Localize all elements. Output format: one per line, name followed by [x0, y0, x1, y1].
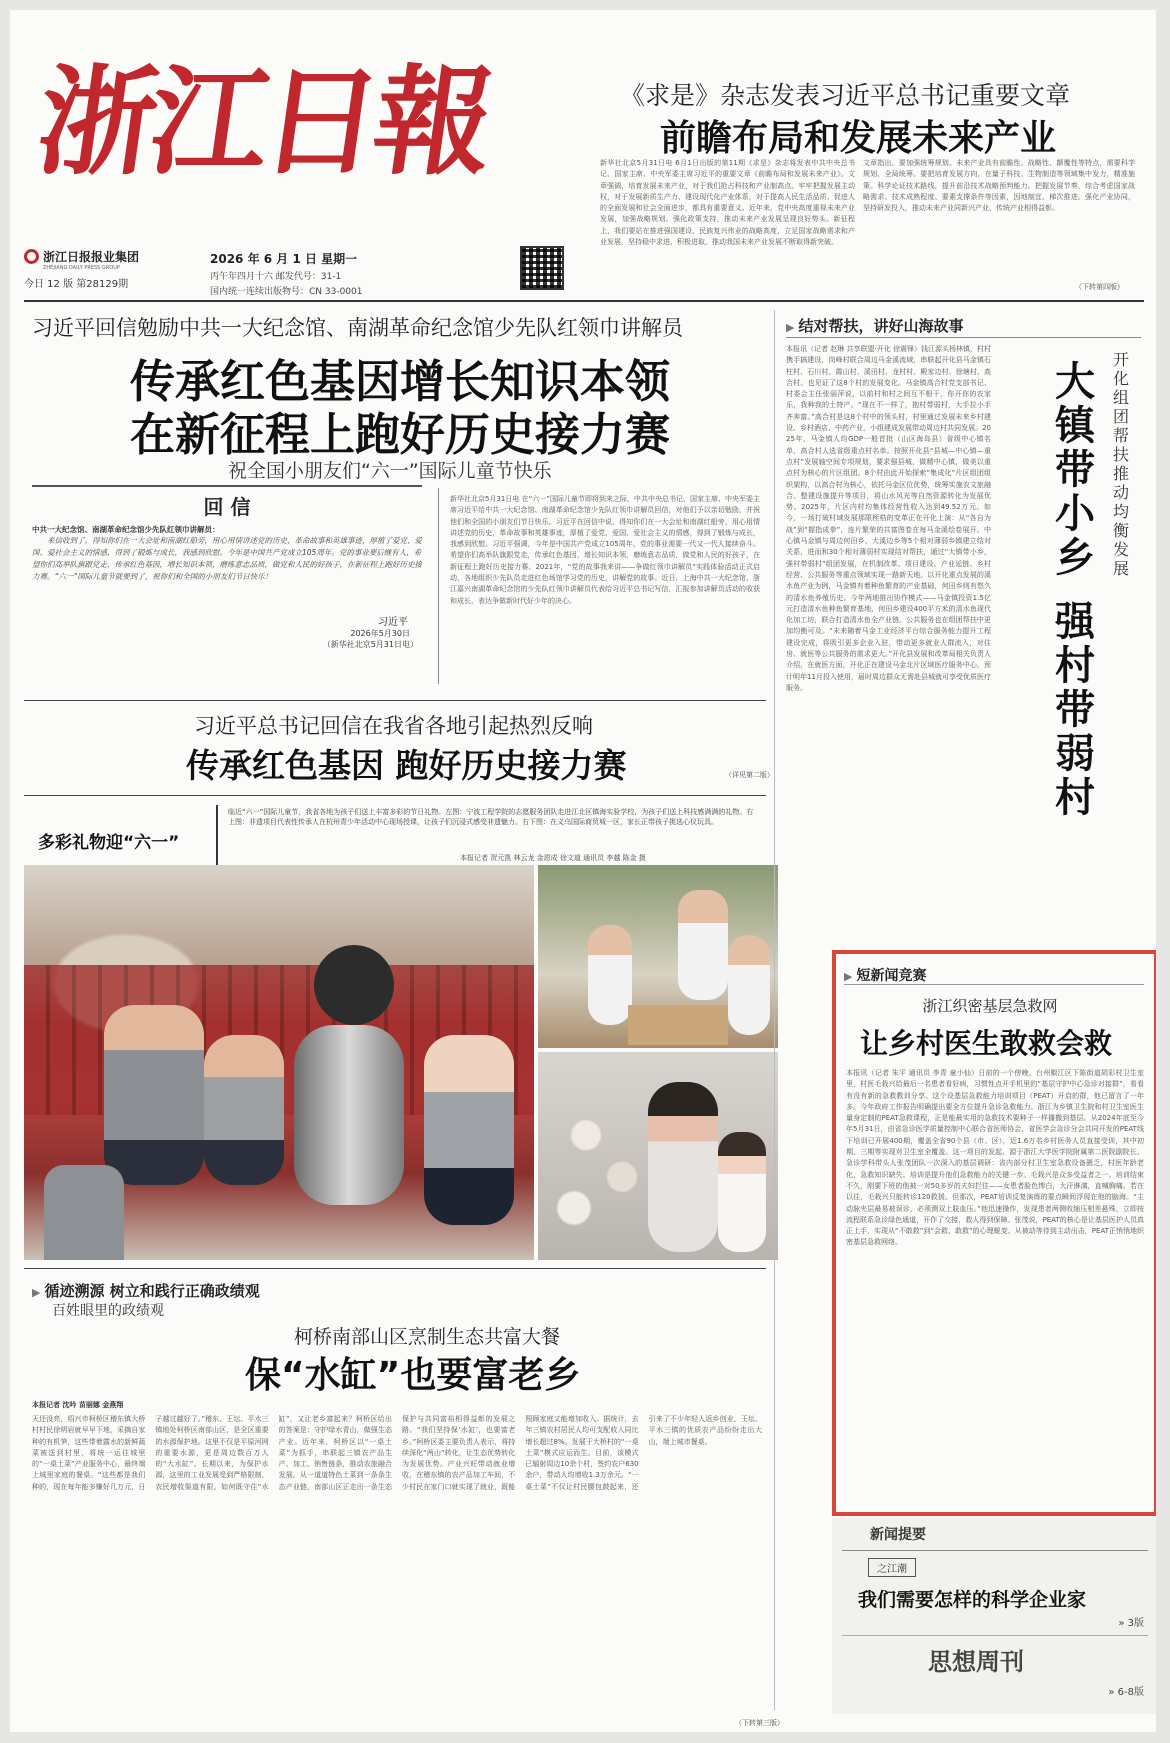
reply-letter-source: （新华社北京5月31日电） [322, 640, 418, 649]
lead-story-headline-line1[interactable]: 传承红色基因增长知识本领 [130, 355, 671, 408]
double-arrow-icon: » [1108, 1687, 1115, 1698]
press-group-block [24, 248, 179, 290]
masthead-title: 浙江日報 [29, 52, 497, 191]
news-tip-item-2[interactable]: 思想周刊 [928, 1648, 1024, 1676]
right-column-section-rule [786, 337, 1141, 338]
qr-code-icon[interactable] [520, 246, 564, 290]
masthead-divider [24, 300, 1144, 302]
double-arrow-icon: » [1118, 1618, 1125, 1629]
photo-feature-caption: 临近“六一”国际儿童节，我省各地为孩子们送上丰富多彩的节日礼物。左图：宁波工程学院的志愿服务团队走进江北区镇海实验学校，为孩子们送上科技感满满的礼物。右上图：非遗项目代表性传承人在杭州青少年活动中心现场授课，让孩子们沉浸式感受非遗魅力。右下图：在义乌国际商贸城一区，家长正带孩子挑选心仪玩具。 [228, 808, 754, 826]
right-column-rule [774, 310, 775, 1710]
lead-divider [24, 700, 766, 701]
lead-story-subhead: 祝全国小朋友们“六一”国际儿童节快乐 [228, 460, 552, 482]
photo-heritage-class[interactable] [538, 865, 778, 1048]
reply-letter-body: 来信收到了。得知你们在一大会址和南湖红船旁，用心用情讲述党的历史，革命故事和英雄事迹，厚植了爱党、爱国、爱社会主义的情感，得到了锻炼与成长，我感到欣慰。今年是中国共产党成立105周年。党的事业要后继有人，希望你们高举队旗跟党走，传承红色基因，增长知识本领，磨练意志品质，做党和人民的好孩子，在新征程上跑好历史接力赛。“六一”国际儿童节就要到了，祝你们和全国的小朋友们节日快乐！ [32, 536, 422, 581]
news-tips-tag: 之江潮 [868, 1558, 916, 1577]
newspaper-page [10, 10, 1156, 1732]
issn-number: 国内统一连续出版物号：CN 33-0001 [210, 287, 363, 297]
section-arrow-icon: ▶ [32, 1286, 41, 1299]
bottom-story-text: 天还没亮，绍兴市柯桥区稽东镇大桥村村民徐明岩就早早下地，采摘自家种的有机笋，这些带着露水的新鲜蔬菜被送到村里，将统一运往城里的“一桌土菜”产业服务中心，最终端上城里家庭的餐桌。“这些都是我们种的，现在每年能多赚好几万元，日子越过越好了。”稽东、王坛、平水三镇地处柯桥区南部山区，是全区重要的水源保护地。这里不仅是平原河网的重要水源，更是周边数百万人的“大水缸”。长期以来，为保护水源，这里的工业发展受到严格限制，农民增收渠道有限。如何既守住“水缸”，又让老乡富起来？柯桥区给出的答案是：守护绿水青山，做强生态产业。近年来，柯桥区以“一桌土菜”为抓手，串联起三镇农产品生产、加工、销售链条，推动农旅融合发展。从一道道特色土菜到一条条生态产业链，南部山区正走出一条生态保护与共同富裕相得益彰的发展之路。“我们坚持保‘水缸’，也要富老乡。”柯桥区委主要负责人表示，将持续深化“两山”转化，让生态优势转化为发展优势。产业兴旺带动就业增收，在稽东镇的农产品加工车间，不少村民在家门口就实现了就业，既能照顾家庭又能增加收入。据统计，去年三镇农村居民人均可支配收入同比增长超过8%。发展于大桥村的“一桌土菜”模式应运而生。目前，该模式已辐射周边10余个村，签约农户630余户，带动人均增收1.3万余元。“一桌土菜”不仅让村民腰包鼓起来，还引来了不少年轻人返乡创业，王坛、平水三镇的优质农产品纷纷走出大山，端上城市餐桌。 [32, 1415, 762, 1491]
right-column-vertical-sub: 开化组团帮扶推动均衡发展 [1112, 350, 1129, 578]
lead-story-report: 新华社北京5月31日电 在“六一”国际儿童节即将到来之际，中共中央总书记、国家主席、中央军委主席习近平给中共一大纪念馆、南湖革命纪念馆少先队红领巾讲解员回信，对他们予以亲切勉励，并祝他们和全国的小朋友们节日快乐。习近平在回信中说，得知你们在一大会址和南湖红船旁，用心用情讲述党的历史，革命故事和英雄事迹，厚植了爱党、爱国、爱社会主义的情感，得到了锻炼与成长，我感到欣慰。习近平强调，今年是中国共产党成立105周年，党的事业需要一代又一代人接续奋斗。希望你们高举队旗跟党走，传承红色基因，增长知识本领，磨练意志品质，做党和人民的好孩子，在新征程上跑好历史接力赛。2021年，“党的故事我来讲——争做红领巾讲解员”实践体验活动正式启动，各地组织少先队员走进红色场馆学习党的历史，讲解党的故事。近日，上海中共一大纪念馆、浙江嘉兴南湖革命纪念馆的少先队红领巾讲解员代表给习近平总书记写信，汇报参加讲解员活动的收获和成长，表达争做新时代好少年的决心。 [450, 495, 760, 605]
reply-letter-title: 回 信 [203, 495, 251, 519]
news-tips-box [832, 1518, 1156, 1714]
short-news-rule [844, 984, 1144, 985]
photo-feature-credit: 本报记者 贺元凯 林云龙 金恩成 徐文道 通讯员 李越 陈金 摄 [460, 854, 646, 862]
press-group-name-en: ZHEJIANG DAILY PRESS GROUP [43, 265, 120, 271]
lead-story-kicker: 习近平回信勉励中共一大纪念馆、南湖革命纪念馆少先队红领巾讲解员 [32, 316, 683, 340]
section-arrow-icon: ▶ [844, 970, 853, 983]
news-tip-item-2-page[interactable]: » 6-8版 [1108, 1687, 1144, 1698]
short-news-section: ▶ 短新闻竞赛 [844, 968, 927, 984]
issue-date: 2026 年 6 月 1 日 星期一 [210, 252, 358, 266]
top-story-jump[interactable]: （下转第四版） [1075, 283, 1124, 291]
dateline-block [210, 250, 470, 297]
photo-toy-market[interactable] [538, 1052, 778, 1260]
short-news-headline[interactable]: 让乡村医生敢救会救 [860, 1027, 1113, 1060]
letter-divider [438, 488, 439, 684]
short-news-kicker: 浙江织密基层急救网 [922, 997, 1058, 1015]
bottom-section-label: ▶ 循迹溯源 树立和践行正确政绩观 [32, 1282, 260, 1300]
photo-feature-rule [216, 805, 218, 865]
bottom-story-headline[interactable]: 保“水缸”也要富老乡 [245, 1355, 581, 1396]
echo-story-jump[interactable]: （详见第二版） [725, 771, 774, 779]
short-news-text: 本报讯（记者 朱平 通讯员 李青 童小仙）日前的一个傍晚，台州椒江区下陈街道胡彩村卫生室里，村医毛栽兴给最后一名患者看好病，习惯性点开手机里的“基层守护中心急诊对接群”，看看有没有新的急救教训分享。这个设基层急救能力培训项目（PEAT）开启的群，他已留言了一年多。今年政府工作报告明确提出要全方位提升急诊急救能力。浙江为乡镇卫生院和村卫生室医生量身定制的PEAT急救课程，正是能最实用的急救技术要种子一样播撒到基层。从2024年底至今年5月31日，由省急诊医学质量控制中心联合省医师协会、省医学会急诊分会共同开发的PEAT线下培训已开展400期，覆盖全省90个县（市、区），近1.6万名乡村医务人员直接受训，其中初期、三期等实现对卫生室全覆盖。这一项目的发起，源于浙江大学医学院附属第二医院副院长、急诊学科带头人张茂团队一次深入的基层调研：省内部分村卫生室急救设备匮乏，村医年龄老化，急救知识缺失。培训是提升他们急救能力的关键一步。毛栽兴是众多受益者之一。培训结束不久，刚要下班的他被一对50多岁的夫妇拦住——女患者脸色惨白，大汗淋漓，直喊胸痛。若在以往，毛栽兴只能转诊120救援。但那次，PEAT培训反复演练的要点瞬间浮现在他的脑海。“主动脉夹层最易被误诊，必须测双上肢血压。”他迅速操作，发现患者两侧收缩压相差悬殊，立即按流程联系急诊绿色通道，开作了交接，救人得到保障。张茂说，PEAT的核心是让基层医护人员真正上手，实现从“不敢救”到“会救、敢救”的心理蜕变。从被动等待到主动出击，PEAT正悄悄地织密基层急救网络。 [846, 1069, 1144, 1247]
right-column-section: ▶ 结对帮扶，讲好山海故事 [786, 317, 964, 335]
right-column-text: 本报讯（记者 赵琳 共享联盟·开化 徐震锋）钱江源头杨林镇，村村携手搞建设，岗峰村联合周边马金溪流域，串联起开化县马金镇石柱村、石川村、霞山村、溪田村、龙村村、殿家边村、徐塘村、高合村。也见证了这8个村的发展变化。马金镇高合村党支部书记、村委会主任张丽萍说，以前村和村之间互不相干，你开你的农家乐，我种我的土特产。“现在不一样了，抱村带弱村，大手拉小手齐奔富。”高合村是这8个村中的领头村，村里通过发展未来乡村建设、乡村酒店、中药产业，小组建成发展带动周边村共同发展。2025年，马金镇人均GDP一般首批（山区海岛县）省级中心镇名单，高合村人选省级重点村名单。按照开化县“县城—中心镇—重点村”发展轴空间专项规划，要求强县城，做精中心镇，做美以重点村为核心的片区组团。8个村由此开始探索“集成化”片区组团组织架构，以高合村为核心，依托马金区位优势，统筹实施农文旅融合、整建设施提升等项目，将山水风光等自然资源转化为发展优势。2025年，片区内村均集体经营性收入达到49.52万元。如今，一场打破村域发展那限桎梏的变革正在开化上演：从“各自为战”到“握指成拳”，连片繁荣的共富图卷在每马金溪绘卷展开。中心镇马金镇与周边何田乡、大溪边乡等5个相对薄弱乡镇建立结对关系，进而和30个相对薄弱村实现结对帮扶，通过“大镇带小乡，强村带弱村”组团发展，在机制改革、项目建设、产业延链、乡村经营、公共服务等重点领域实现一路新天地。以开化重点发展的溪水鱼产业为例，马金镇有着种鱼繁育的产业基础，何田乡则有悠久的清水鱼养殖历史。今年两地推出协作模式——马金镇投资1.5亿元打造清水鱼种鱼繁育基地，何田乡建设400平方米的清水鱼现代化加工坊，联合打造清水鱼全产业链。公共服务也在组团帮扶中更加均衡可及。“未来随着马金工业经济平台综合服务能力提升工程建设完成，将吸引更多企业入驻，带动更多就业人群流入，对住房、就医等公共服务的需求更大。”开化县发展和改革局相关负责人介绍，在就医方面，开化正在建设马金北片区域医疗服务中心，预计明年11月投入使用，届时周边群众无需赴县城就可享受优质医疗服务。 [786, 345, 991, 692]
top-story-headline[interactable]: 前瞻布局和发展未来产业 [660, 118, 1057, 159]
top-story-col2: 文章指出，要加强统筹规划。未来产业具有前瞻性、战略性、颠覆性等特点，需要科学规划、全局统筹。要把培育发展方向，在量子科技、生物制造等领域集中发力，精准施策。科学论证技术路线，提升前沿技术战略预判能力。把握发展节奏，综合考虑国家战略需求、技术成熟程度、要素支撑条件等因素，因地制宜、梯次推进。强化产业协同，坚持研发投入，推动未来产业同新兴产业、传统产业相得益彰。 [863, 159, 1135, 213]
issue-info: 今日 12 版 第28129期 [24, 279, 129, 290]
photo-divider [24, 1268, 766, 1269]
reply-letter-date: 2026年5月30日 [350, 629, 410, 638]
bottom-story-byline: 本报记者 沈吟 苗丽娜 金燕翔 [32, 1401, 124, 1409]
top-story-kicker: 《求是》杂志发表习近平总书记重要文章 [620, 81, 1071, 110]
reply-letter-signature: 习近平 [378, 617, 408, 628]
echo-story-kicker: 习近平总书记回信在我省各地引起热烈反响 [194, 714, 593, 738]
right-column-text-tail [1000, 830, 1140, 950]
news-tip-item-1-page[interactable]: » 3版 [1118, 1618, 1144, 1629]
bottom-story-jump[interactable]: （下转第三版） [735, 1719, 784, 1727]
reply-letter-box [32, 485, 422, 687]
news-tip-item-1[interactable]: 我们需要怎样的科学企业家 [858, 1589, 1087, 1611]
photo-feature-title: 多彩礼物迎“六一” [38, 833, 180, 853]
press-group-logo-icon [24, 249, 39, 264]
echo-story-headline[interactable]: 传承红色基因 跑好历史接力赛 [186, 746, 627, 785]
right-column-headline-2[interactable]: 强村带弱村 [1055, 599, 1095, 821]
press-group-name: 浙江日报报业集团 [43, 250, 140, 264]
news-tips-title: 新闻提要 [870, 1527, 926, 1543]
section-arrow-icon: ▶ [786, 321, 795, 334]
photo-children-robot[interactable] [24, 865, 534, 1260]
lead-story-headline-line2[interactable]: 在新征程上跑好历史接力赛 [130, 408, 671, 461]
right-column-headline-1[interactable]: 大镇带小乡 [1055, 359, 1095, 581]
bottom-section-sub: 百姓眼里的政绩观 [52, 1303, 164, 1319]
reply-letter-salutation: 中共一大纪念馆、南湖革命纪念馆少先队红领巾讲解员： [32, 525, 220, 534]
bottom-story-kicker: 柯桥南部山区烹制生态共富大餐 [294, 1326, 561, 1348]
lunar-date-postcode: 丙午年四月十六 邮发代号：31-1 [210, 272, 342, 282]
top-story-col1: 新华社北京5月31日电 6月1日出版的第11期《求是》杂志将发表中共中央总书记、国家主席、中央军委主席习近平的重要文章《前瞻布局和发展未来产业》。文章强调，培育发展未来产业，对于我们抢占科技和产业制高点、牢牢把握发展主动权，对于发展新质生产力、建设现代化产业体系，对于提高人民生活品质、促进人的全面发展和社会全面进步，都具有重要意义。近年来，党中央高度重视未来产业发展，加强战略规划、强化政策支持，推动未来产业发展呈现良好势头。新征程上，我们要站在推进强国建设、民族复兴伟业的战略高度，立足国家战略需求和产业发展，坚持稳中求进、积极进取，推动我国未来产业发展不断取得新突破。 [600, 159, 855, 247]
echo-divider [24, 795, 766, 796]
